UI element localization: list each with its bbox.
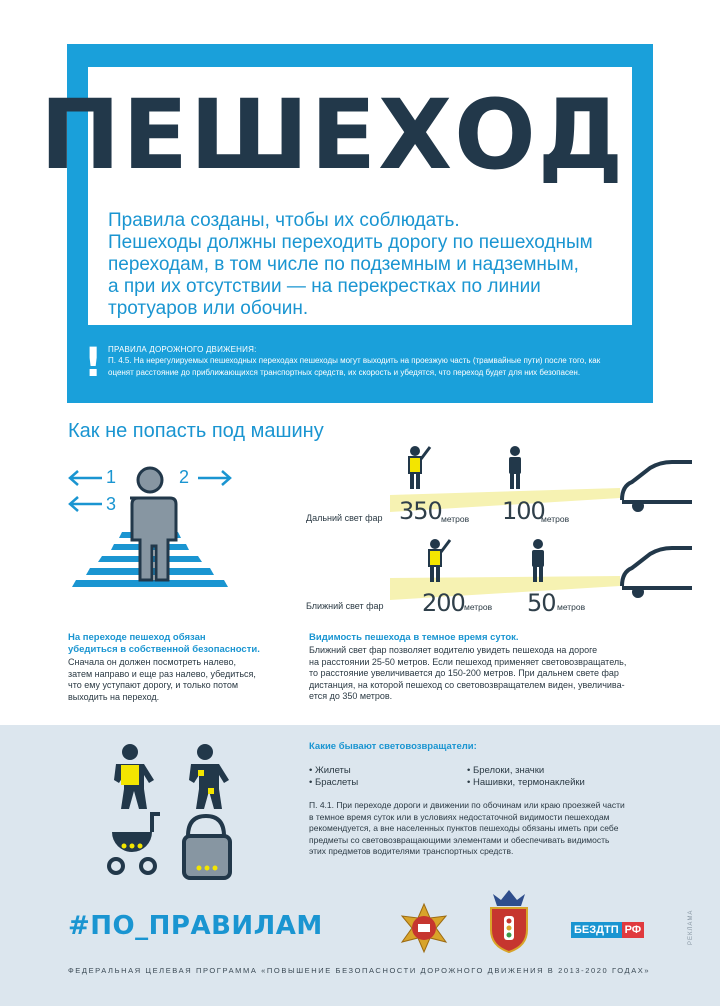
visibility-text-line: ется до 350 метров.: [309, 691, 393, 701]
crossing-text: [68, 657, 298, 703]
intro-line: переходам, в том числе по подземным и надземным,: [108, 254, 579, 275]
visibility-text: [309, 645, 689, 703]
car-icon: [622, 548, 692, 588]
unit-label: метров: [441, 514, 470, 524]
section-title: Как не попасть под машину: [68, 420, 324, 442]
crossing-illustration: [60, 462, 250, 592]
arrow-left-icon: [70, 471, 102, 485]
crossing-text-line: Сначала он должен посмотреть налево,: [68, 657, 236, 667]
low-with-reflector: 200: [422, 589, 465, 617]
gibdd-emblem-icon: [487, 884, 531, 954]
intro-line: Правила созданы, чтобы их соблюдать.: [108, 210, 460, 231]
hashtag: #ПО_ПРАВИЛАМ: [68, 911, 323, 941]
stroller-icon: [109, 814, 160, 873]
crossing-text-line: что ему уступают дорогу, и только потом: [68, 680, 239, 690]
visibility-text-line: дистанция, на которой пешеход со световозвращателем виден, увеличива-: [309, 679, 625, 690]
reflector-item: • Нашивки, термонаклейки: [467, 777, 585, 788]
intro-line: Пешеходы должны переходить дорогу по пешеходным: [108, 232, 593, 253]
exclamation-icon: !: [84, 340, 103, 386]
pedestrian-icon: [130, 468, 176, 580]
rule-line: П. 4.1. При переходе дороги и движении по обочинам или краю проезжей части: [309, 800, 625, 810]
arrow-label-2: 2: [179, 467, 190, 487]
bezdtp-logo-rf: РФ: [622, 922, 645, 938]
high-beam-label: Дальний свет фар: [306, 513, 383, 523]
visibility-title: Видимость пешехода в темное время суток.: [309, 632, 519, 643]
visibility-text-line: Ближний свет фар позволяет водителю увидеть пешехода на дороге: [309, 645, 598, 655]
rule-text: П. 4.5. На нерегулируемых пешеходных переходах пешеходы могут выходить на проезжую часть (трамвайные пути) после того, как оценят расстояние до приближающихся транспортных средств, их скорость и убедятся, что переход будет для них безопасен.: [108, 356, 601, 377]
advert-note: РЕКЛАМА: [688, 909, 694, 945]
program-footer: ФЕДЕРАЛЬНАЯ ЦЕЛЕВАЯ ПРОГРАММА «ПОВЫШЕНИЕ БЕЗОПАСНОСТИ ДОРОЖНОГО ДВИЖЕНИЯ В 2013-2020 ГОДАХ»: [68, 966, 651, 975]
unit-label: метров: [464, 602, 493, 612]
high-without: 100: [502, 497, 545, 525]
car-icon: [622, 462, 692, 502]
arrow-label-1: 1: [106, 467, 117, 487]
visibility-text-line: на расстоянии 25-50 метров. Если пешеход применяет световозвращатель,: [309, 656, 627, 667]
crossing-text-line: затем направо и еще раз налево, убедиться,: [68, 668, 256, 679]
low-without: 50: [527, 589, 556, 617]
low-beam-label: Ближний свет фар: [306, 601, 384, 611]
arrow-label-3: 3: [106, 494, 117, 514]
rule-line: рекомендуется, а вне населенных пунктов пешеходы обязаны иметь при себе: [309, 823, 619, 833]
intro-text: [108, 210, 618, 320]
bag-icon: [184, 816, 230, 878]
rule-line: предметы со световозвращающими элементами и обеспечивать видимость: [309, 834, 610, 845]
rule-heading: ПРАВИЛА ДОРОЖНОГО ДВИЖЕНИЯ:: [108, 345, 257, 354]
vest-pedestrian-icon: [114, 744, 154, 809]
unit-label: метров: [541, 514, 570, 524]
crossing-title: [68, 632, 298, 656]
intro-line: тротуаров или обочин.: [108, 298, 309, 319]
rule-line: в темное время суток или в условиях недостаточной видимости пешеходам: [309, 811, 610, 822]
arrow-right-icon: [198, 471, 230, 485]
page-title: ПЕШЕХОД: [40, 79, 626, 191]
pedestrian-reflector-icon: [429, 539, 450, 582]
arrow-left-icon: [70, 497, 102, 511]
reflector-icons: [100, 740, 250, 890]
visibility-text-line: то расстояние увеличивается до 150-200 метров. При дальнем свете фар: [309, 668, 619, 678]
reflector-item: • Брелоки, значки: [467, 765, 545, 776]
pedestrian-reflector-icon: [409, 446, 430, 489]
high-with-reflector: 350: [399, 497, 442, 525]
pedestrian-icon: [532, 539, 544, 582]
reflector-item: • Жилеты: [309, 765, 351, 776]
bezdtp-logo: [571, 921, 644, 939]
rule-line: этих предметов водителями транспортных средств.: [309, 846, 514, 856]
intro-line: а при их отсутствии — на перекрестках по линии: [108, 276, 541, 297]
crossing-text-line: выходить на переход.: [68, 691, 160, 702]
bracelet-pedestrian-icon: [189, 744, 229, 809]
reflectors-rule: [309, 800, 659, 858]
reflectors-title: Какие бывают световозвращатели:: [309, 741, 477, 752]
bezdtp-logo-text: БЕЗДТП: [571, 922, 622, 938]
crossing-title-line: убедиться в собственной безопасности.: [68, 644, 260, 655]
police-emblem-icon: [398, 902, 450, 954]
crossing-title-line: На переходе пешеход обязан: [68, 632, 206, 643]
unit-label: метров: [557, 602, 586, 612]
pedestrian-icon: [509, 446, 521, 489]
reflector-item: • Браслеты: [309, 777, 359, 788]
